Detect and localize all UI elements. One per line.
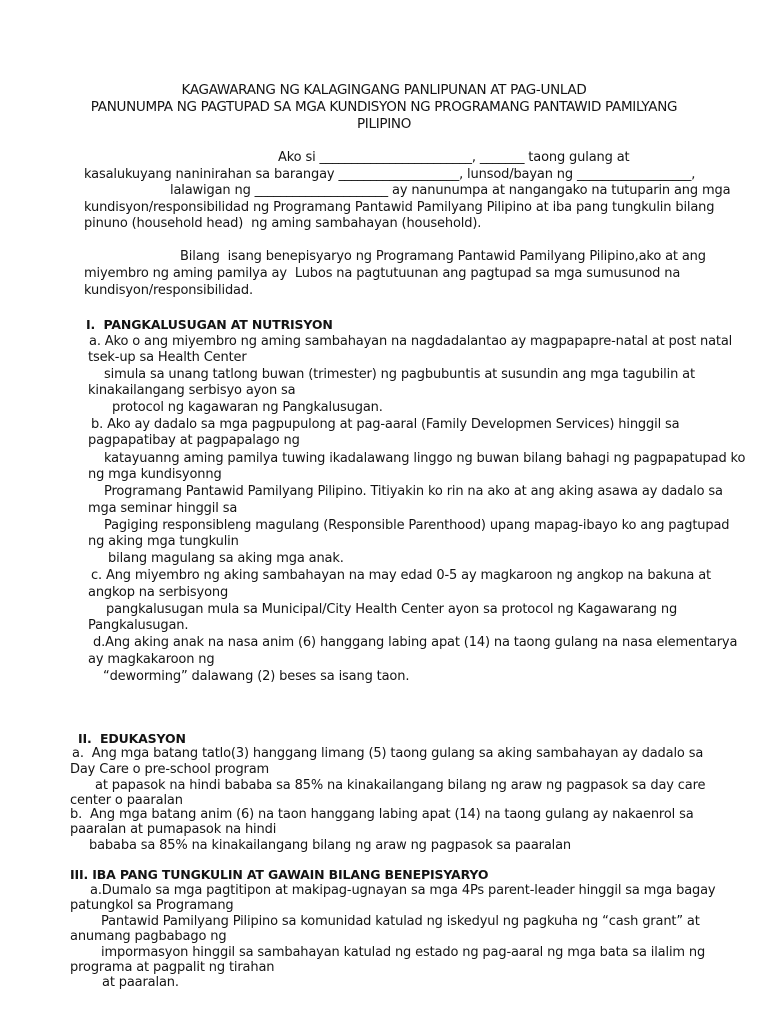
health-line: d.Ang aking anak na nasa anim (6) hanggang labing apat (14) na taong gulang na nasa elementarya [93,635,738,650]
section-title-health: I. PANGKALUSUGAN AT NUTRISYON [86,317,333,332]
health-line: b. Ako ay dadalo sa mga pagpupulong at pag-aaral (Family Developmen Services) hinggil sa [91,417,680,432]
oath-line: lalawigan ng _____________________ ay nanunumpa at nangangako na tutuparin ang mga [170,183,731,198]
education-line: Day Care o pre-school program [70,762,270,777]
oath-line: kasalukuyang naninirahan sa barangay ___________________, lunsod/bayan ng __________________, [84,167,696,182]
intro-line: miyembro ng aming pamilya ay Lubos na pagtutuunan ang pagtupad sa mga sumusunod na [84,266,681,281]
health-line: protocol ng kagawaran ng Pangkalusugan. [112,400,383,415]
health-line: c. Ang miyembro ng aking sambahayan na may edad 0-5 ay magkaroon ng angkop na bakuna at [91,568,711,583]
oath-line: Ako si ________________________, _______ taong gulang at [278,150,630,165]
health-line: simula sa unang tatlong buwan (trimester) ng pagbubuntis at susundin ang mga tagubilin at [104,367,695,382]
duties-line: impormasyon hinggil sa sambahayan katulad ng estado ng pag-aaral ng mga bata sa ilalim ng [101,945,706,960]
duties-line: a.Dumalo sa mga pagtitipon at makipag-ugnayan sa mga 4Ps parent-leader hinggil sa mga bagay [90,883,716,898]
health-line: kinakailangang serbisyo ayon sa [88,383,296,398]
document-title: PANUNUMPA NG PAGTUPAD SA MGA KUNDISYON NG PROGRAMANG PANTAWID PAMILYANG [90,99,678,115]
section-title-education: II. EDUKASYON [78,731,186,746]
education-line: b. Ang mga batang anim (6) na taon hanggang labing apat (14) na taong gulang ay nakaenrol sa [70,807,694,822]
health-line: mga seminar hinggil sa [88,501,238,516]
section-title-other-duties: III. IBA PANG TUNGKULIN AT GAWAIN BILANG BENEPISYARYO [70,867,489,882]
education-line: a. Ang mga batang tatlo(3) hanggang limang (5) taong gulang sa aking sambahayan ay dadalo sa [72,746,704,761]
health-line: Programang Pantawid Pamilyang Pilipino. Titiyakin ko rin na ako at ang aking asawa ay dadalo sa [104,484,723,499]
intro-line: Bilang isang benepisyaryo ng Programang Pantawid Pamilyang Pilipino,ako at ang [180,249,706,264]
agency-title: KAGAWARANG NG KALAGINGANG PANLIPUNAN AT PAG-UNLAD [181,82,587,98]
education-line: bababa sa 85% na kinakailangang bilang ng araw ng pagpasok sa paaralan [89,838,572,853]
duties-line: anumang pagbabago ng [70,929,227,944]
duties-line: at paaralan. [102,975,179,990]
duties-line: programa at pagpalit ng tirahan [70,960,275,975]
health-line: bilang magulang sa aking mga anak. [108,551,344,566]
education-line: center o paaralan [70,793,183,808]
oath-line: kundisyon/responsibilidad ng Programang Pantawid Pamilyang Pilipino at iba pang tungkulin bilang [84,200,715,215]
oath-line: pinuno (household head) ng aming sambahayan (household). [84,216,482,231]
health-line: angkop na serbisyong [88,585,229,600]
health-line: katayuanng aming pamilya tuwing ikadalawang linggo ng buwan bilang bahagi ng pagpapatupad ko [104,451,746,466]
health-line: “deworming” dalawang (2) beses sa isang taon. [103,669,410,684]
health-line: a. Ako o ang miyembro ng aming sambahayan na nagdadalantao ay magpapapre-natal at post natal [89,334,733,349]
health-line: Pangkalusugan. [88,618,189,633]
education-line: paaralan at pumapasok na hindi [70,822,277,837]
document-title-continued: PILIPINO [356,116,412,132]
duties-line: Pantawid Pamilyang Pilipino sa komunidad katulad ng iskedyul ng pagkuha ng “cash grant” at [101,914,700,929]
health-line: pangkalusugan mula sa Municipal/City Health Center ayon sa protocol ng Kagawarang ng [106,602,678,617]
education-line: at papasok na hindi bababa sa 85% na kinakailangang bilang ng araw ng pagpasok sa day care [95,778,706,793]
health-line: ng aking mga tungkulin [88,534,239,549]
health-line: Pagiging responsibleng magulang (Responsible Parenthood) upang mapag-ibayo ko ang pagtupad [104,518,730,533]
health-line: tsek-up sa Health Center [88,350,247,365]
duties-line: patungkol sa Programang [70,898,234,913]
health-line: ay magkakaroon ng [88,652,215,667]
health-line: pagpapatibay at pagpapalago ng [88,433,300,448]
intro-line: kundisyon/responsibilidad. [84,283,253,298]
health-line: ng mga kundisyonng [88,467,222,482]
